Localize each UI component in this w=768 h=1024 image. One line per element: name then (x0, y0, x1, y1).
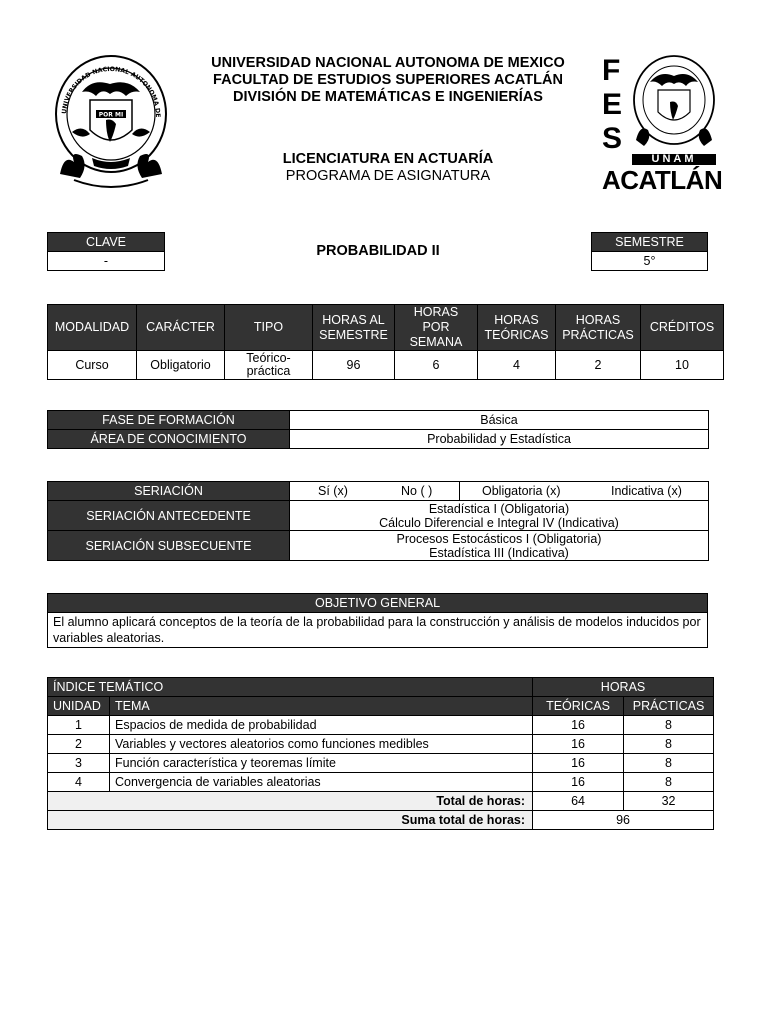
row-unidad: 1 (48, 716, 110, 735)
seriacion-obligatoria: Obligatoria (x) (482, 484, 561, 498)
clave-label: CLAVE (48, 233, 165, 252)
fase-area-table (47, 410, 709, 449)
row-practicas: 8 (624, 773, 714, 792)
table-row (48, 716, 714, 735)
header-horas-practicas: HORAS PRÁCTICAS (556, 305, 641, 351)
row-practicas: 8 (624, 716, 714, 735)
degree-name: LICENCIATURA EN ACTUARÍA (282, 151, 494, 167)
seriacion-tipo-cell (460, 482, 709, 501)
value-creditos: 10 (641, 351, 724, 380)
antecedente-item: Cálculo Diferencial e Integral IV (Indicativa) (379, 515, 619, 530)
row-unidad: 2 (48, 735, 110, 754)
subsecuente-item: Estadística III (Indicativa) (429, 545, 569, 560)
header-block (170, 55, 606, 106)
subsecuente-item: Procesos Estocásticos I (Obligatoria) (396, 531, 602, 546)
fes-seal-icon (630, 54, 718, 154)
svg-text:UNIVERSIDAD NACIONAL AUTONOMA: UNIVERSIDAD NACIONAL AUTONOMA DE (60, 65, 162, 118)
col-tema-header: TEMA (110, 697, 533, 716)
col-unidad-header: UNIDAD (48, 697, 110, 716)
subject-title: PROBABILIDAD II (316, 243, 440, 259)
row-unidad: 4 (48, 773, 110, 792)
indice-title: ÍNDICE TEMÁTICO (48, 678, 533, 697)
program-label: PROGRAMA DE ASIGNATURA (285, 168, 491, 184)
header-horas-semana: HORAS POR SEMANA (395, 305, 478, 351)
seriacion-indicativa: Indicativa (x) (611, 484, 682, 498)
suma-label: Suma total de horas: (48, 811, 533, 830)
faculty-name: FACULTAD DE ESTUDIOS SUPERIORES ACATLÁN (213, 72, 563, 88)
row-teoricas: 16 (533, 716, 624, 735)
seriacion-si-no-cell (290, 482, 460, 501)
value-caracter: Obligatorio (137, 351, 225, 380)
seriacion-table (47, 481, 709, 561)
row-tema: Función característica y teoremas límite (110, 754, 533, 773)
row-unidad: 3 (48, 754, 110, 773)
unam-band: UNAM (632, 154, 716, 165)
objetivo-text: El alumno aplicará conceptos de la teoría de la probabilidad para la construcción y análisis de modelos inducidos por variables aleatorias. (48, 613, 708, 648)
suma-row (48, 811, 714, 830)
objetivo-label: OBJETIVO GENERAL (48, 594, 708, 613)
header-modalidad: MODALIDAD (48, 305, 137, 351)
header-tipo: TIPO (225, 305, 313, 351)
total-label: Total de horas: (48, 792, 533, 811)
suma-value: 96 (533, 811, 714, 830)
row-tema: Espacios de medida de probabilidad (110, 716, 533, 735)
seriacion-no: No ( ) (401, 484, 433, 498)
total-teoricas: 64 (533, 792, 624, 811)
semestre-label: SEMESTRE (592, 233, 708, 252)
seriacion-subsecuente-value (290, 531, 709, 561)
fes-letter-f: F (602, 54, 621, 87)
col-teoricas-header: TEÓRICAS (533, 697, 624, 716)
objetivo-table (47, 593, 708, 648)
fes-letter-s: S (602, 122, 623, 155)
row-practicas: 8 (624, 735, 714, 754)
acatlan-wordmark: ACATLÁN (602, 165, 723, 195)
fes-acatlan-logo (600, 54, 723, 195)
unam-seal-logo (52, 54, 170, 199)
indice-horas-header: HORAS (533, 678, 714, 697)
row-teoricas: 16 (533, 735, 624, 754)
clave-value: - (48, 252, 165, 271)
row-practicas: 8 (624, 754, 714, 773)
program-block (170, 151, 606, 185)
value-horas-semana: 6 (395, 351, 478, 380)
fase-value: Básica (290, 411, 709, 430)
total-row (48, 792, 714, 811)
seriacion-antecedente-label: SERIACIÓN ANTECEDENTE (48, 501, 290, 531)
row-tema: Variables y vectores aleatorios como funciones medibles (110, 735, 533, 754)
value-horas-practicas: 2 (556, 351, 641, 380)
table-row (48, 735, 714, 754)
table-row (48, 754, 714, 773)
antecedente-item: Estadística I (Obligatoria) (428, 501, 570, 516)
university-name: UNIVERSIDAD NACIONAL AUTONOMA DE MEXICO (211, 55, 565, 71)
division-name: DIVISIÓN DE MATEMÁTICAS E INGENIERÍAS (233, 89, 543, 105)
header-caracter: CARÁCTER (137, 305, 225, 351)
seriacion-antecedente-value (290, 501, 709, 531)
header-horas-semestre: HORAS AL SEMESTRE (313, 305, 395, 351)
header-horas-teoricas: HORAS TEÓRICAS (478, 305, 556, 351)
value-horas-semestre: 96 (313, 351, 395, 380)
fase-label: FASE DE FORMACIÓN (48, 411, 290, 430)
fes-letter-e: E (602, 88, 623, 121)
course-table (47, 304, 724, 380)
value-horas-teoricas: 4 (478, 351, 556, 380)
col-practicas-header: PRÁCTICAS (624, 697, 714, 716)
indice-tematico-table (47, 677, 714, 830)
row-teoricas: 16 (533, 754, 624, 773)
seriacion-subsecuente-label: SERIACIÓN SUBSECUENTE (48, 531, 290, 561)
semestre-value: 5° (592, 252, 708, 271)
row-tema: Convergencia de variables aleatorias (110, 773, 533, 792)
total-practicas: 32 (624, 792, 714, 811)
semestre-box (591, 232, 708, 271)
value-modalidad: Curso (48, 351, 137, 380)
clave-box (47, 232, 165, 271)
row-teoricas: 16 (533, 773, 624, 792)
svg-text:POR MI: POR MI (98, 111, 124, 119)
value-tipo: Teórico-práctica (225, 351, 313, 380)
table-row (48, 773, 714, 792)
seriacion-si: Sí (x) (318, 484, 348, 498)
header-creditos: CRÉDITOS (641, 305, 724, 351)
seriacion-label: SERIACIÓN (48, 482, 290, 501)
area-label: ÁREA DE CONOCIMIENTO (48, 430, 290, 449)
area-value: Probabilidad y Estadística (290, 430, 709, 449)
